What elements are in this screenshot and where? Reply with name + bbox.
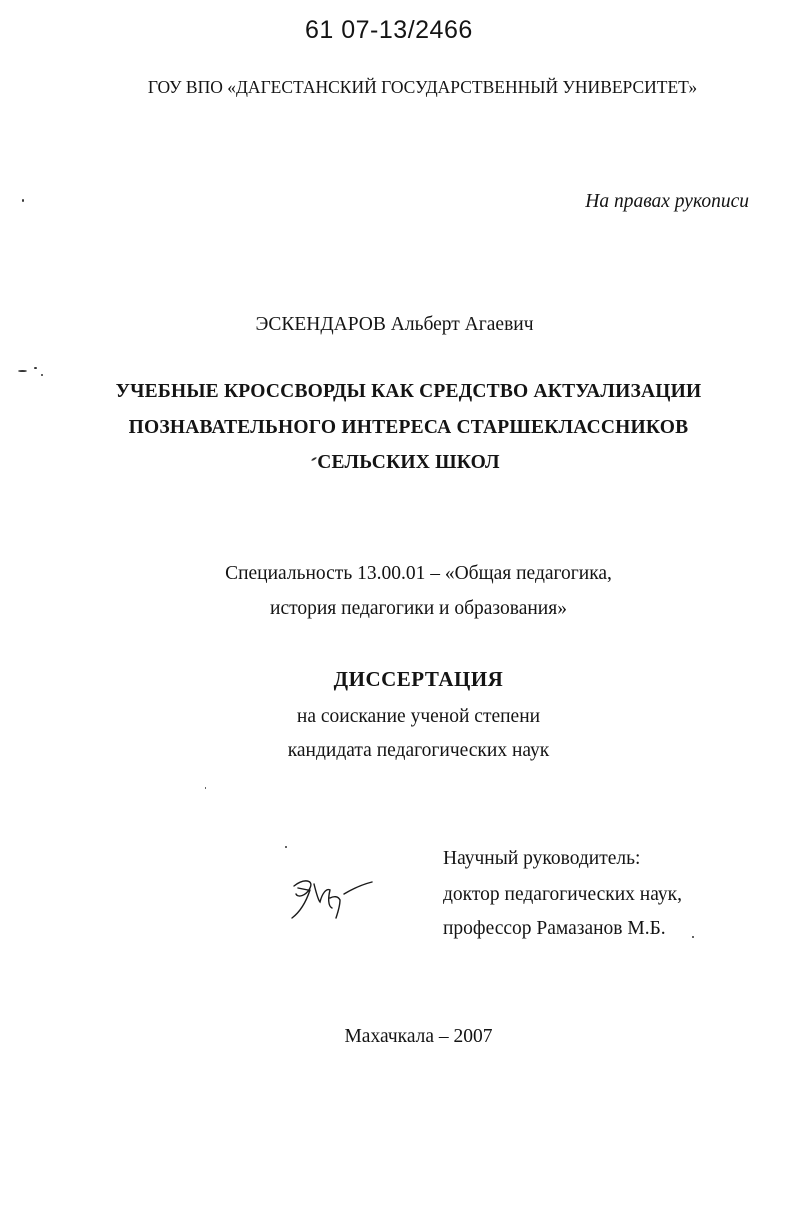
- specialty-line-1: Специальность 13.00.01 – «Общая педагогика,: [225, 563, 612, 584]
- dissertation-title-line-2: ПОЗНАВАТЕЛЬНОГО ИНТЕРЕСА СТАРШЕКЛАССНИКОВ: [128, 417, 689, 438]
- supervisor-line-3: профессор Рамазанов М.Б.: [443, 918, 666, 939]
- archive-number: 61 07-13/2466: [305, 16, 473, 44]
- handwritten-signature: [284, 872, 376, 924]
- author-name: ЭСКЕНДАРОВ Альберт Агаевич: [255, 314, 534, 335]
- scan-speck: [22, 199, 24, 202]
- rights-note: На правах рукописи: [585, 191, 749, 212]
- scan-speck: [41, 374, 43, 376]
- scan-speck: [34, 367, 37, 369]
- specialty-line-2: история педагогики и образования»: [270, 598, 567, 619]
- dissertation-heading: ДИССЕРТАЦИЯ: [333, 667, 504, 691]
- scan-speck: [285, 846, 287, 848]
- dissertation-title-line-1: УЧЕБНЫЕ КРОССВОРДЫ КАК СРЕДСТВО АКТУАЛИЗАЦИИ: [115, 381, 702, 402]
- scan-speck: [692, 936, 694, 938]
- scan-speck: [18, 370, 27, 372]
- supervisor-line-2: доктор педагогических наук,: [443, 884, 682, 905]
- supervisor-line-1: Научный руководитель:: [443, 848, 641, 869]
- degree-line-2: кандидата педагогических наук: [287, 740, 550, 761]
- institution-name: ГОУ ВПО «ДАГЕСТАНСКИЙ ГОСУДАРСТВЕННЫЙ УНИВЕРСИТЕТ»: [147, 77, 698, 97]
- city-year: Махачкала – 2007: [344, 1026, 493, 1047]
- scan-speck: [205, 787, 206, 789]
- degree-line-1: на соискание ученой степени: [296, 706, 541, 727]
- dissertation-title-line-3: СЕЛЬСКИХ ШКОЛ: [317, 452, 500, 473]
